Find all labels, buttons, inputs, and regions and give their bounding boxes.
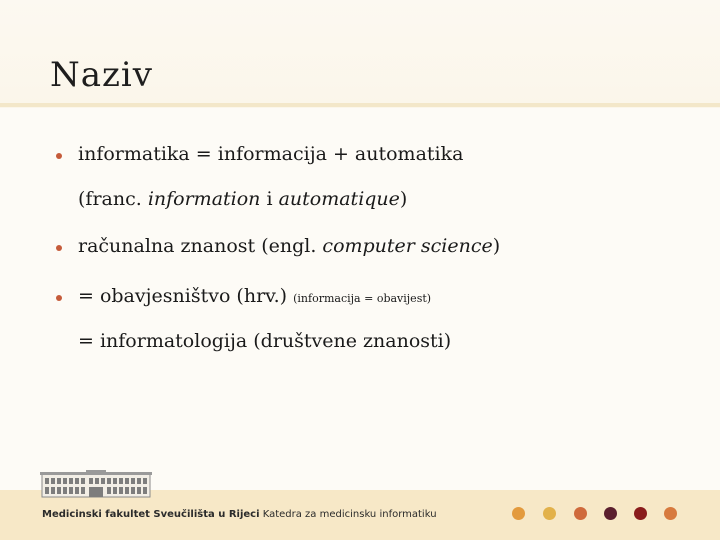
text-run: = obavjesništvo (hrv.) bbox=[78, 285, 294, 307]
dot-icon bbox=[543, 507, 556, 520]
dot-icon bbox=[574, 507, 587, 520]
title-divider bbox=[0, 103, 720, 107]
text-run: računalna znanost (engl. bbox=[78, 235, 323, 257]
building-logo-icon bbox=[40, 470, 152, 498]
dot-icon bbox=[634, 507, 647, 520]
footer-department: Katedra za medicinsku informatiku bbox=[262, 509, 437, 520]
dot-icon bbox=[664, 507, 677, 520]
bullet-dot-icon bbox=[56, 153, 62, 159]
text-run: = informatologija (društvene znanosti) bbox=[78, 330, 452, 352]
bullet-1-line-1 bbox=[78, 143, 463, 165]
text-run-italic: information bbox=[147, 188, 261, 210]
bullet-dot-icon bbox=[56, 295, 62, 301]
bullet-3-line-1 bbox=[78, 285, 431, 307]
text-run-italic: computer science bbox=[322, 235, 493, 257]
text-run-small: (informacija = obavijest) bbox=[293, 292, 432, 305]
bullet-3-line-2 bbox=[78, 330, 451, 352]
text-run: informatika = informacija + automatika bbox=[78, 143, 464, 165]
text-run: (franc. bbox=[78, 188, 148, 210]
bullet-2-line-1 bbox=[78, 235, 500, 257]
bullet-dot-icon bbox=[56, 245, 62, 251]
footer-text bbox=[42, 509, 437, 520]
text-run: ) bbox=[399, 188, 408, 210]
bullet-1-line-2 bbox=[78, 188, 407, 210]
dot-icon bbox=[512, 507, 525, 520]
text-run: ) bbox=[492, 235, 501, 257]
text-run: i bbox=[260, 188, 279, 210]
footer-institution: Medicinski fakultet Sveučilišta u Rijeci bbox=[42, 509, 260, 520]
slide-title: Naziv bbox=[50, 55, 154, 95]
dot-icon bbox=[604, 507, 617, 520]
text-run-italic: automatique bbox=[278, 188, 400, 210]
